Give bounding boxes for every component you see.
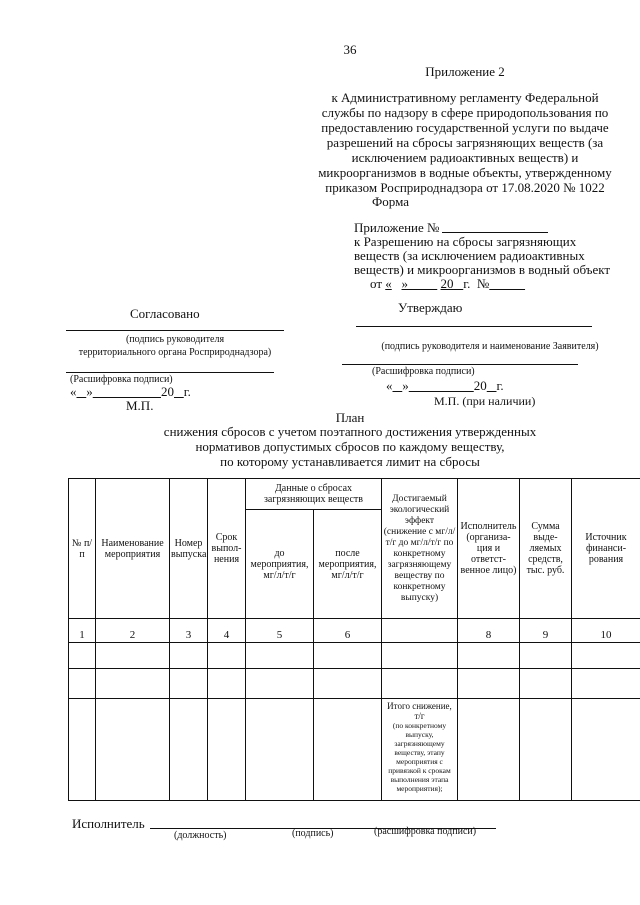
col-number: 1 [69, 619, 96, 643]
total-note: (по конкретному выпуску, загрязняющему веществу, этапу мероприятия с привязкой к срокам выполнения этапа мероприятия); [388, 721, 451, 793]
appendix-line: предоставлению государственной услуги по выдаче [321, 120, 609, 135]
appendix-title: Приложение 2 [425, 64, 505, 79]
table-cell[interactable] [208, 699, 246, 801]
col-number: 5 [246, 619, 314, 643]
approval-left-year-suffix: г. [183, 384, 191, 399]
approval-left-decode-line[interactable] [66, 372, 274, 373]
attachment-line1: Приложение № [354, 220, 440, 235]
attachment-date-prefix: от [370, 276, 383, 291]
header-outlet: Номер выпуска [170, 479, 208, 619]
table-cell[interactable] [572, 669, 640, 699]
col-number [382, 619, 458, 643]
table-cell[interactable] [314, 643, 382, 669]
approval-right-date-row [386, 378, 504, 393]
approval-left-date-open: « [70, 384, 77, 399]
attachment-line4: веществ) и микроорганизмов в водный объект [354, 262, 611, 277]
attachment-number-sign: № [476, 276, 490, 291]
approval-left-stamp: М.П. [126, 398, 154, 413]
attachment-year-prefix: 20 [440, 276, 454, 291]
table-cell[interactable] [382, 669, 458, 699]
table-cell[interactable] [208, 643, 246, 669]
table-cell[interactable] [170, 699, 208, 801]
col-number: 6 [314, 619, 382, 643]
approval-right-title: Утверждаю [398, 300, 463, 315]
table-cell[interactable] [69, 643, 96, 669]
table-header-row [69, 479, 640, 510]
table-cell[interactable] [520, 699, 572, 801]
approval-left-title: Согласовано [130, 306, 200, 321]
table-cell[interactable] [69, 699, 96, 801]
col-number: 2 [96, 619, 170, 643]
table-numbers-row [69, 619, 640, 643]
table-cell[interactable] [246, 643, 314, 669]
attachment-date-close: » [401, 276, 409, 291]
table-cell[interactable] [314, 699, 382, 801]
table-cell[interactable] [96, 699, 170, 801]
footer-executor-label: Исполнитель [72, 816, 145, 831]
approval-left-caption1: (подпись руководителя [125, 334, 225, 345]
table-cell[interactable] [520, 669, 572, 699]
approval-right-caption1: (подпись руководителя и наименование Заявителя) [381, 341, 599, 352]
header-term: Срок выпол-нения [208, 479, 246, 619]
plan-table [68, 478, 640, 801]
approval-left-caption3: (Расшифровка подписи) [70, 374, 173, 385]
plan-subtitle-line: снижения сбросов с учетом поэтапного достижения утвержденных [163, 424, 537, 439]
attachment-line3: веществ (за исключением радиоактивных [354, 248, 585, 263]
approval-right-date-close: » [402, 378, 409, 393]
appendix-text [300, 90, 630, 195]
appendix-line: разрешений на сбросы загрязняющих веществ (за [326, 135, 604, 150]
table-cell[interactable] [572, 643, 640, 669]
table-cell[interactable] [246, 699, 314, 801]
footer-caption-decode: (расшифровка подписи) [374, 826, 477, 837]
appendix-line: микроорганизмов в водные объекты, утвержденному [318, 165, 612, 180]
attachment-line2: к Разрешению на сбросы загрязняющих [354, 234, 577, 249]
appendix-line: приказом Росприроднадзора от 17.08.2020 № 1022 [325, 180, 605, 195]
table-cell[interactable] [170, 669, 208, 699]
total-label: Итого снижение, т/г [387, 701, 452, 721]
approval-right-decode-line[interactable] [342, 364, 578, 365]
attachment-date-open: « [385, 276, 392, 291]
approval-right-signature-line[interactable] [356, 326, 592, 327]
col-number: 10 [572, 619, 640, 643]
header-before: до мероприятия, мг/л/т/г [246, 510, 314, 619]
table-row [69, 669, 640, 699]
header-name: Наименование мероприятия [96, 479, 170, 619]
plan-subtitle [110, 424, 590, 469]
table-total-row [69, 699, 640, 801]
col-number: 8 [458, 619, 520, 643]
form-label: Форма [372, 194, 409, 209]
approval-right-year-suffix: г. [496, 378, 504, 393]
table-cell[interactable] [382, 643, 458, 669]
approval-right-year-prefix: 20 [473, 378, 487, 393]
table-cell[interactable] [96, 669, 170, 699]
col-number: 9 [520, 619, 572, 643]
header-discharge-group: Данные о сбросах загрязняющих веществ [246, 479, 382, 510]
attachment-number-field[interactable] [442, 232, 548, 233]
table-cell[interactable] [520, 643, 572, 669]
approval-left-date-row [70, 384, 191, 399]
attachment-year-suffix: г. [463, 276, 471, 291]
page-number: 36 [343, 42, 357, 57]
approval-right-caption2: (Расшифровка подписи) [372, 366, 475, 377]
plan-subtitle-line: нормативов допустимых сбросов по каждому веществу, [195, 439, 505, 454]
plan-subtitle-line: по которому устанавливается лимит на сбросы [220, 454, 480, 469]
header-after: после мероприятия, мг/л/т/г [314, 510, 382, 619]
appendix-line: службы по надзору в сфере природопользования по [321, 105, 609, 120]
col-number: 4 [208, 619, 246, 643]
table-row [69, 643, 640, 669]
footer-caption-signature: (подпись) [292, 828, 334, 839]
table-cell[interactable] [458, 643, 520, 669]
total-cell [382, 699, 458, 801]
approval-left-date-close: » [86, 384, 93, 399]
plan-title: План [335, 410, 365, 425]
attachment-date-row [370, 276, 570, 291]
approval-right-date-open: « [386, 378, 393, 393]
header-effect: Достигаемый экологический эффект (снижение с мг/л/т/г до мг/л/т/г по конкретному загрязняющему веществу по конкретному выпуску) [382, 479, 458, 619]
approval-right-stamp: М.П. (при наличии) [434, 394, 536, 408]
table-cell[interactable] [246, 669, 314, 699]
table-cell[interactable] [458, 699, 520, 801]
header-num: № п/п [69, 479, 96, 619]
header-executor: Исполнитель (организа-ция и ответст-венное лицо) [458, 479, 520, 619]
table-cell[interactable] [96, 643, 170, 669]
table-cell[interactable] [458, 669, 520, 699]
table-cell[interactable] [572, 699, 640, 801]
table-cell[interactable] [314, 669, 382, 699]
table-cell[interactable] [208, 669, 246, 699]
approval-left-signature-line[interactable] [66, 330, 284, 331]
approval-left-caption2: территориального органа Росприроднадзора) [78, 347, 272, 358]
table-cell[interactable] [170, 643, 208, 669]
appendix-line: к Административному регламенту Федеральной [331, 90, 599, 105]
footer-caption-position: (должность) [174, 830, 227, 841]
table-cell[interactable] [69, 669, 96, 699]
header-sum: Сумма выде-ляемых средств, тыс. руб. [520, 479, 572, 619]
header-source: Источник финанси-рования [572, 479, 640, 619]
approval-left-year-prefix: 20 [161, 384, 174, 399]
appendix-line: исключением радиоактивных веществ) и [351, 150, 579, 165]
col-number: 3 [170, 619, 208, 643]
